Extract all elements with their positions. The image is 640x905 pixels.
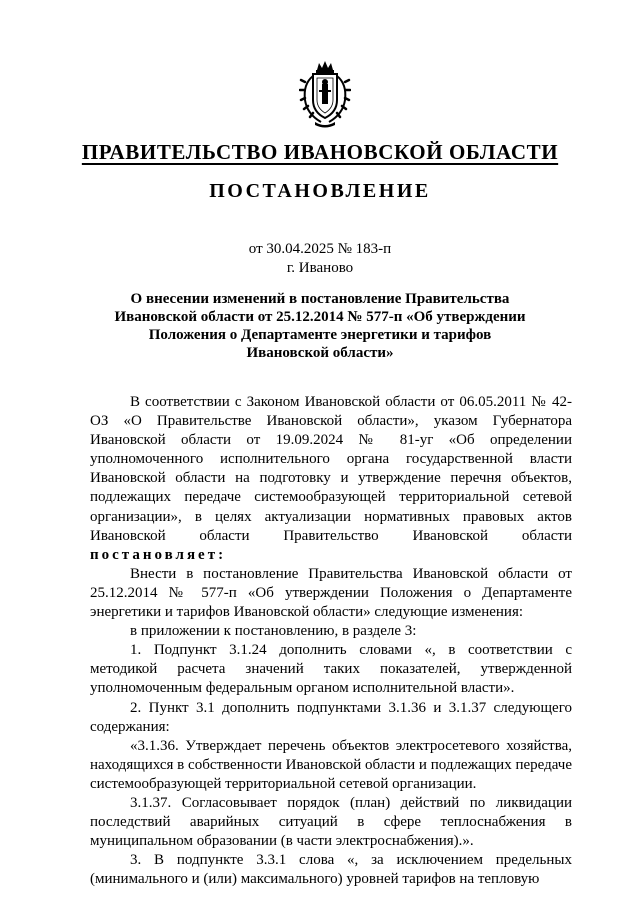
body-paragraph: 1. Подпункт 3.1.24 дополнить словами «, в соответствии с методикой расчета значений таких показателей, утвержденной уполномоченным федеральным органом исполнительной власти». bbox=[90, 642, 572, 697]
body-paragraph: в приложении к постановлению, в разделе 3: bbox=[130, 623, 417, 640]
government-title: ПРАВИТЕЛЬСТВО ИВАНОВСКОЙ ОБЛАСТИ bbox=[81, 140, 559, 164]
document-body bbox=[90, 393, 572, 889]
body-paragraph: 3.1.37. Согласовывает порядок (план) действий по ликвидации последствий аварийных ситуаций в сфере теплоснабжения в муниципальном образовании (в части электроснабжения).». bbox=[90, 794, 572, 850]
document-subject: О внесении изменений в постановление Правительства Ивановской области от 25.12.2014 № 577-п «Об утверждении Положения о Департаменте энергетики и тарифов Ивановской области» bbox=[114, 291, 526, 361]
coat-of-arms-icon bbox=[299, 60, 351, 128]
resolves-word: постановляет: bbox=[90, 546, 227, 563]
preamble-paragraph: В соответствии с Законом Ивановской области от 06.05.2011 № 42-ОЗ «О Правительстве Ивановской области», указом Губернатора Ивановской области от 19.09.2024 № 81-уг «Об определении уполномоченного исполнительного органа государственной власти Ивановской области на подготовку и утверждение перечня объектов, подлежащих передаче системообразующей территориальной сетевой организации», в целях актуализации нормативных правовых актов Ивановской области Правительство Ивановской области bbox=[90, 394, 572, 544]
document-type: ПОСТАНОВЛЕНИЕ bbox=[209, 180, 431, 202]
body-paragraph: Внести в постановление Правительства Ивановской области от 25.12.2014 № 577-п «Об утверждении Положения о Департаменте энергетики и тарифов Ивановской области» следующие изменения: bbox=[90, 565, 572, 621]
body-paragraph: «3.1.36. Утверждает перечень объектов электросетевого хозяйства, находящихся в собственности Ивановской области и подлежащих передаче системообразующей территориальной сетевой организации. bbox=[90, 737, 572, 792]
date-number: от 30.04.2025 № 183-п bbox=[248, 241, 392, 257]
body-paragraph: 2. Пункт 3.1 дополнить подпунктами 3.1.36 и 3.1.37 следующего содержания: bbox=[90, 699, 572, 735]
body-paragraph: 3. В подпункте 3.3.1 слова «, за исключением предельных (минимального и (или) максимального) уровней тарифов на тепловую bbox=[90, 852, 572, 888]
city: г. Иваново bbox=[286, 260, 354, 276]
date-block bbox=[0, 240, 640, 278]
